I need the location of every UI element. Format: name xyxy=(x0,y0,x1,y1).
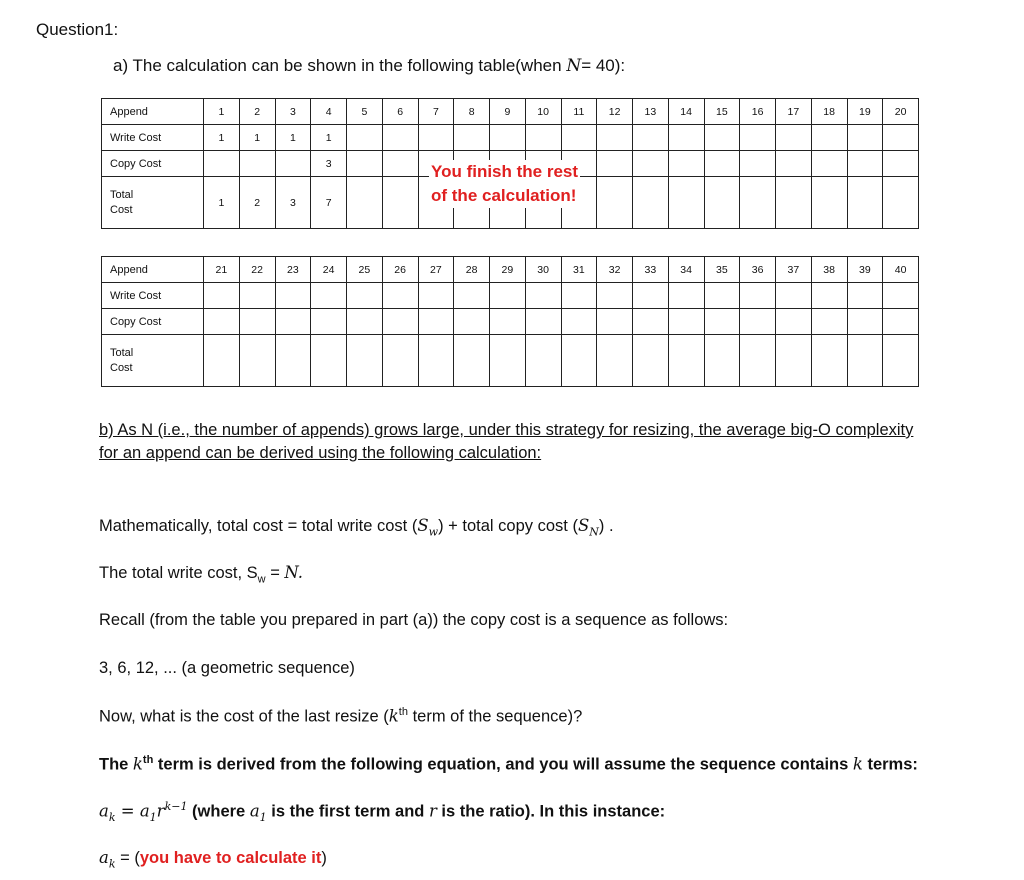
table1-append-cell: 3 xyxy=(275,99,311,125)
table2-total-label xyxy=(102,335,204,387)
last-resize-line xyxy=(99,706,582,727)
table1-copy-cell xyxy=(275,151,311,177)
table1-total-label-2: Cost xyxy=(110,203,133,216)
table1-append-cell: 18 xyxy=(811,99,847,125)
table2-total-cell xyxy=(847,335,883,387)
table1-total-cell xyxy=(597,177,633,229)
table2-copy-cell xyxy=(811,309,847,335)
table2-append-cell: 32 xyxy=(597,257,633,283)
table2-write-cell xyxy=(418,283,454,309)
table2-write-cell xyxy=(704,283,740,309)
table2-total-label-1: Total xyxy=(110,346,134,359)
table1-copy-cell xyxy=(704,151,740,177)
write-cost-subscript: w xyxy=(257,573,266,586)
table2-copy-cell xyxy=(668,309,704,335)
table2-total-cell xyxy=(204,335,240,387)
table1-write-cell xyxy=(418,125,454,151)
table1-write-cell xyxy=(347,125,383,151)
table1-append-cell: 16 xyxy=(740,99,776,125)
formula-line xyxy=(99,800,665,824)
table1-copy-cell xyxy=(633,151,669,177)
table2-write-label: Write Cost xyxy=(102,283,204,309)
table1-total-cell: 1 xyxy=(204,177,240,229)
formula-a1: a xyxy=(249,801,260,821)
total-cost-line xyxy=(99,516,614,538)
part-a-lead: a) The calculation can be shown in the following table(when xyxy=(113,56,567,75)
table2-total-cell xyxy=(740,335,776,387)
last-resize-k: k xyxy=(388,706,399,726)
table1-total-cell xyxy=(382,177,418,229)
table2-append-cell: 28 xyxy=(454,257,490,283)
table1-total-cell xyxy=(740,177,776,229)
table1-total-cell xyxy=(347,177,383,229)
table2-append-cell: 31 xyxy=(561,257,597,283)
table1-copy-cell xyxy=(382,151,418,177)
table1-write-cell xyxy=(811,125,847,151)
table2-write-cell xyxy=(776,283,812,309)
table1-total-cell xyxy=(633,177,669,229)
table1-copy-cell xyxy=(597,151,633,177)
table1-append-cell: 11 xyxy=(561,99,597,125)
table2-append-cell: 39 xyxy=(847,257,883,283)
table2-total-cell xyxy=(490,335,526,387)
table1-write-cell xyxy=(740,125,776,151)
sn-symbol: S xyxy=(577,516,590,535)
table2-append-cell: 26 xyxy=(382,257,418,283)
table2-write-cell xyxy=(311,283,347,309)
formula-exponent: k−1 xyxy=(164,800,188,813)
table2-copy-cell xyxy=(847,309,883,335)
sequence-line: 3, 6, 12, ... (a geometric sequence) xyxy=(99,659,355,677)
table1-append-row xyxy=(102,99,919,125)
table1-copy-label: Copy Cost xyxy=(102,151,204,177)
kth-mid: term is derived from the following equation, and you will assume the sequence contains xyxy=(153,755,853,774)
table2-write-cell xyxy=(275,283,311,309)
formula-eq: = a xyxy=(115,801,150,821)
table2-copy-cell xyxy=(561,309,597,335)
table2-total-cell xyxy=(704,335,740,387)
table2-total-cell xyxy=(811,335,847,387)
part-b-text: b) As N (i.e., the number of appends) grows large, under this strategy for resizing, the average big-O complexity for an append can be derived using the following calculation: xyxy=(99,421,914,462)
table2-write-row xyxy=(102,283,919,309)
table2-write-cell xyxy=(847,283,883,309)
table2-write-cell xyxy=(668,283,704,309)
table1-copy-cell xyxy=(204,151,240,177)
table1-copy-cell xyxy=(347,151,383,177)
table1-append-cell: 7 xyxy=(418,99,454,125)
part-a-text xyxy=(113,56,625,76)
table2-append-cell: 24 xyxy=(311,257,347,283)
formula-a1-sub: 1 xyxy=(149,810,157,824)
table2-copy-cell xyxy=(597,309,633,335)
table2-total-cell xyxy=(347,335,383,387)
table2-write-cell xyxy=(204,283,240,309)
table1-append-cell: 15 xyxy=(704,99,740,125)
table2-append-cell: 25 xyxy=(347,257,383,283)
table2-copy-cell xyxy=(704,309,740,335)
table2-write-cell xyxy=(633,283,669,309)
table2-append-cell: 34 xyxy=(668,257,704,283)
table1-write-row xyxy=(102,125,919,151)
kth-th: th xyxy=(142,754,154,766)
sw-subscript: w xyxy=(428,525,439,539)
table2-append-row xyxy=(102,257,919,283)
table2-total-cell xyxy=(382,335,418,387)
table2-total-cell xyxy=(454,335,490,387)
table1-append-cell: 20 xyxy=(883,99,919,125)
table2-write-cell xyxy=(490,283,526,309)
table1-write-label: Write Cost xyxy=(102,125,204,151)
kth-lead: The xyxy=(99,755,133,774)
table2-total-row xyxy=(102,335,919,387)
table1-write-cell xyxy=(597,125,633,151)
total-cost-mid: ) + total copy cost ( xyxy=(438,517,578,535)
table1-append-cell: 6 xyxy=(382,99,418,125)
formula-a-sub: k xyxy=(108,810,116,824)
table2-write-cell xyxy=(597,283,633,309)
table2-copy-cell xyxy=(740,309,776,335)
table2-copy-cell xyxy=(275,309,311,335)
table2-total-cell xyxy=(239,335,275,387)
last-resize-lead: Now, what is the cost of the last resize ( xyxy=(99,707,389,726)
table2-total-cell xyxy=(561,335,597,387)
table2-write-cell xyxy=(347,283,383,309)
table1-total-cell: 7 xyxy=(311,177,347,229)
table2-copy-cell xyxy=(418,309,454,335)
table1-copy-cell xyxy=(740,151,776,177)
last-resize-tail: term of the sequence)? xyxy=(407,707,583,726)
table1-total-cell: 2 xyxy=(239,177,275,229)
table1-write-cell xyxy=(704,125,740,151)
table1-append-cell: 14 xyxy=(668,99,704,125)
answer-line xyxy=(99,848,327,870)
table2-total-cell xyxy=(418,335,454,387)
table1-write-cell xyxy=(883,125,919,151)
finish-calculation-note xyxy=(429,160,580,208)
table2-write-cell xyxy=(454,283,490,309)
table1-write-cell xyxy=(847,125,883,151)
table1-copy-cell xyxy=(847,151,883,177)
formula-r: r xyxy=(156,801,165,821)
table1-total-cell: 3 xyxy=(275,177,311,229)
table1-write-cell: 1 xyxy=(239,125,275,151)
table2-copy-cell xyxy=(525,309,561,335)
table2-copy-cell xyxy=(204,309,240,335)
write-cost-lead: The total write cost, S xyxy=(99,564,258,582)
table1-total-label-1: Total xyxy=(110,188,134,201)
table2-copy-cell xyxy=(382,309,418,335)
table2-write-cell xyxy=(740,283,776,309)
table2-append-label: Append xyxy=(102,257,204,283)
table1-total-cell xyxy=(704,177,740,229)
table2-total-label-2: Cost xyxy=(110,361,133,374)
table1-write-cell xyxy=(525,125,561,151)
table2-copy-cell xyxy=(454,309,490,335)
formula-tail: is the ratio). In this instance: xyxy=(436,802,666,821)
table2-copy-cell xyxy=(633,309,669,335)
table1-copy-cell xyxy=(883,151,919,177)
answer-a: a xyxy=(99,848,109,867)
table2-total-cell xyxy=(275,335,311,387)
formula-mid: is the first term and xyxy=(266,802,429,821)
table2-total-cell xyxy=(525,335,561,387)
answer-close: ) xyxy=(321,849,327,867)
table1-total-label xyxy=(102,177,204,229)
table2-append-cell: 22 xyxy=(239,257,275,283)
table1-append-cell: 12 xyxy=(597,99,633,125)
table1-write-cell: 1 xyxy=(275,125,311,151)
table2-append-cell: 23 xyxy=(275,257,311,283)
table2-copy-cell xyxy=(347,309,383,335)
table2-write-cell xyxy=(561,283,597,309)
table2-copy-cell xyxy=(490,309,526,335)
write-cost-eq: = xyxy=(265,564,285,582)
table2-append-cell: 30 xyxy=(525,257,561,283)
total-cost-lead: Mathematically, total cost = total write cost ( xyxy=(99,517,418,535)
answer-placeholder: you have to calculate it xyxy=(139,849,322,867)
table1-write-cell xyxy=(633,125,669,151)
table1-total-cell xyxy=(668,177,704,229)
note-line-1: You finish the rest xyxy=(431,162,579,181)
note-line-2: of the calculation! xyxy=(431,186,577,205)
table1-append-cell: 17 xyxy=(776,99,812,125)
last-resize-th: th xyxy=(398,706,408,718)
table2-write-cell xyxy=(239,283,275,309)
table1-copy-cell xyxy=(668,151,704,177)
table1-copy-cell xyxy=(811,151,847,177)
table2-append-cell: 37 xyxy=(776,257,812,283)
answer-a-sub: k xyxy=(108,857,116,871)
table1-total-cell xyxy=(811,177,847,229)
table2-total-cell xyxy=(668,335,704,387)
table1-write-cell xyxy=(454,125,490,151)
kth-k2: k xyxy=(852,754,863,774)
table2-total-cell xyxy=(311,335,347,387)
formula-a1-subscript: 1 xyxy=(259,810,267,824)
formula-where: (where xyxy=(187,802,250,821)
kth-term-line xyxy=(99,754,918,775)
table1-append-cell: 4 xyxy=(311,99,347,125)
table1-copy-cell xyxy=(776,151,812,177)
table1-write-cell xyxy=(776,125,812,151)
kth-tail: terms: xyxy=(862,755,918,774)
total-cost-tail: ) . xyxy=(598,517,614,535)
table1-total-cell xyxy=(847,177,883,229)
table2-write-cell xyxy=(883,283,919,309)
formula-r2: r xyxy=(428,801,437,821)
table2-copy-cell xyxy=(883,309,919,335)
table2-copy-cell xyxy=(776,309,812,335)
table1-append-cell: 2 xyxy=(239,99,275,125)
table2-append-cell: 33 xyxy=(633,257,669,283)
write-cost-var: N. xyxy=(284,563,304,582)
table2-copy-label: Copy Cost xyxy=(102,309,204,335)
table2-total-cell xyxy=(776,335,812,387)
table1-write-cell: 1 xyxy=(204,125,240,151)
cost-table-2 xyxy=(101,256,919,387)
table1-write-cell xyxy=(668,125,704,151)
table2-write-cell xyxy=(382,283,418,309)
part-a-variable: N xyxy=(566,56,582,76)
sn-subscript: N xyxy=(589,525,599,539)
table1-append-label: Append xyxy=(102,99,204,125)
question-title: Question1: xyxy=(36,20,119,39)
table1-append-cell: 1 xyxy=(204,99,240,125)
table1-append-cell: 5 xyxy=(347,99,383,125)
table1-append-cell: 19 xyxy=(847,99,883,125)
table2-copy-cell xyxy=(239,309,275,335)
table2-append-cell: 38 xyxy=(811,257,847,283)
table2-append-cell: 35 xyxy=(704,257,740,283)
table2-append-cell: 36 xyxy=(740,257,776,283)
table2-append-cell: 27 xyxy=(418,257,454,283)
formula-a: a xyxy=(99,801,109,821)
table1-total-cell xyxy=(776,177,812,229)
table1-append-cell: 9 xyxy=(490,99,526,125)
part-a-value: = 40): xyxy=(581,56,626,75)
kth-k: k xyxy=(132,754,143,774)
table1-append-cell: 8 xyxy=(454,99,490,125)
table2-total-cell xyxy=(597,335,633,387)
recall-line: Recall (from the table you prepared in part (a)) the copy cost is a sequence as follows: xyxy=(99,611,729,629)
table2-append-cell: 40 xyxy=(883,257,919,283)
table1-copy-cell: 3 xyxy=(311,151,347,177)
table2-write-cell xyxy=(525,283,561,309)
table1-copy-cell xyxy=(239,151,275,177)
answer-eq: = ( xyxy=(115,849,140,867)
sw-symbol: S xyxy=(417,516,429,535)
table1-total-cell xyxy=(883,177,919,229)
table2-total-cell xyxy=(883,335,919,387)
table2-append-cell: 21 xyxy=(204,257,240,283)
write-cost-line xyxy=(99,563,303,585)
table2-append-cell: 29 xyxy=(490,257,526,283)
table1-append-cell: 13 xyxy=(633,99,669,125)
table2-copy-cell xyxy=(311,309,347,335)
table1-append-cell: 10 xyxy=(525,99,561,125)
table1-write-cell xyxy=(490,125,526,151)
table1-write-cell xyxy=(561,125,597,151)
table2-copy-row xyxy=(102,309,919,335)
table2-total-cell xyxy=(633,335,669,387)
table1-write-cell: 1 xyxy=(311,125,347,151)
table1-write-cell xyxy=(382,125,418,151)
table2-write-cell xyxy=(811,283,847,309)
